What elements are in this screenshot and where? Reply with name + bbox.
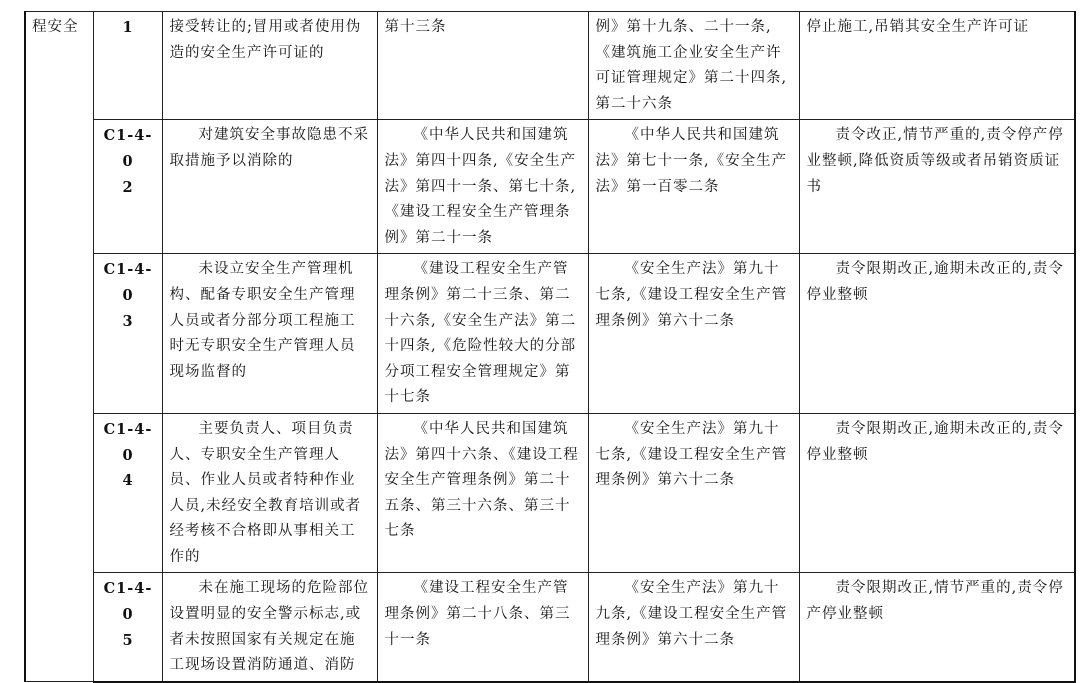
penalty: 责令限期改正,逾期未改正的,责令停业整顿 bbox=[806, 261, 1064, 303]
legal-basis-cell bbox=[377, 413, 588, 573]
item-code-suffix: 3 bbox=[122, 312, 134, 330]
penalty: 责令改正,情节严重的,责令停产停业整顿,降低资质等级或者吊销资质证书 bbox=[806, 127, 1064, 195]
legal-basis: 第十三条 bbox=[384, 19, 447, 35]
legal-basis: 《中华人民共和国建筑法》第四十六条、《建设工程安全生产管理条例》第二十五条、第三十六条、第三十七条 bbox=[384, 420, 579, 540]
penalty: 责令限期改正,情节严重的,责令停产停业整顿 bbox=[806, 580, 1064, 623]
category-cell bbox=[25, 12, 93, 682]
violation-behavior: 未设立安全生产管理机构、配备专职安全生产管理人员或者分部分项工程施工时无专职安全生产管理人员现场监督的 bbox=[169, 261, 356, 380]
item-code: C1-4-0 bbox=[103, 420, 153, 464]
legal-basis-cell bbox=[377, 120, 588, 254]
penalty: 停止施工,吊销其安全生产许可证 bbox=[806, 19, 1030, 35]
table-row bbox=[25, 573, 1075, 682]
violation-behavior-cell bbox=[162, 573, 377, 682]
table-row bbox=[25, 413, 1075, 573]
regulation-table bbox=[24, 11, 1076, 683]
violation-behavior: 主要负责人、项目负责人、专职安全生产管理人员、作业人员或者特种作业人员,未经安全教育培训或者经考核不合格即从事相关工作的 bbox=[169, 420, 362, 565]
penalty: 责令限期改正,逾期未改正的,责令停业整顿 bbox=[806, 420, 1064, 463]
table-row bbox=[25, 12, 1075, 120]
item-code-suffix: 5 bbox=[122, 631, 134, 649]
penalty-cell bbox=[799, 120, 1075, 254]
legal-basis-cell bbox=[377, 12, 588, 120]
penalty-basis: 《安全生产法》第九十九条,《建设工程安全生产管理条例》第六十二条 bbox=[595, 580, 788, 648]
violation-behavior-cell bbox=[162, 413, 377, 573]
penalty-basis: 《安全生产法》第九十七条,《建设工程安全生产管理条例》第六十二条 bbox=[595, 420, 788, 489]
violation-behavior-cell bbox=[162, 254, 377, 414]
violation-behavior-cell bbox=[162, 120, 377, 254]
penalty-cell bbox=[799, 12, 1075, 120]
item-code-suffix: 2 bbox=[122, 178, 134, 196]
item-code-suffix: 4 bbox=[122, 472, 134, 490]
legal-basis-cell bbox=[377, 573, 588, 682]
penalty-cell bbox=[799, 254, 1075, 414]
table-row bbox=[25, 254, 1075, 414]
table-row bbox=[25, 120, 1075, 254]
legal-basis: 《建设工程安全生产管理条例》第二十八条、第三十一条 bbox=[384, 580, 571, 648]
penalty-basis-cell bbox=[588, 12, 799, 120]
penalty-cell bbox=[799, 573, 1075, 682]
item-code-cell bbox=[93, 413, 162, 573]
violation-behavior: 接受转让的;冒用或者使用伪造的安全生产许可证的 bbox=[169, 19, 362, 61]
penalty-basis-cell bbox=[588, 573, 799, 682]
item-code-cell bbox=[93, 120, 162, 254]
penalty-basis: 《安全生产法》第九十七条,《建设工程安全生产管理条例》第六十二条 bbox=[595, 261, 788, 329]
item-code: C1-4-0 bbox=[103, 580, 153, 624]
penalty-basis-cell bbox=[588, 413, 799, 573]
legal-basis: 《中华人民共和国建筑法》第四十四条,《安全生产法》第四十一条、第七十条,《建设工程安全生产管理条例》第二十一条 bbox=[384, 127, 577, 246]
item-code-cell bbox=[93, 254, 162, 414]
penalty-basis-cell bbox=[588, 120, 799, 254]
item-code-cell bbox=[93, 573, 162, 682]
violation-behavior: 对建筑安全事故隐患不采取措施予以消除的 bbox=[169, 127, 369, 169]
legal-basis-cell bbox=[377, 254, 588, 414]
violation-behavior-cell bbox=[162, 12, 377, 120]
penalty-cell bbox=[799, 413, 1075, 573]
item-code: 1 bbox=[122, 19, 134, 36]
penalty-basis-cell bbox=[588, 254, 799, 414]
penalty-basis: 《中华人民共和国建筑法》第七十一条,《安全生产法》第一百零二条 bbox=[595, 127, 788, 195]
item-code-cell bbox=[93, 12, 162, 120]
item-code: C1-4-0 bbox=[103, 261, 153, 304]
legal-basis: 《建设工程安全生产管理条例》第二十三条、第二十六条,《安全生产法》第二十四条,《危险性较大的分部分项工程安全管理规定》第十七条 bbox=[384, 261, 577, 406]
item-code: C1-4-0 bbox=[103, 127, 153, 170]
violation-behavior: 未在施工现场的危险部位设置明显的安全警示标志,或者未按照国家有关规定在施工现场设置消防通道、消防 bbox=[169, 580, 369, 674]
penalty-basis: 例》第十九条、二十一条,《建筑施工企业安全生产许可证管理规定》第二十四条,第二十六条 bbox=[595, 19, 788, 112]
category-label: 程安全 bbox=[32, 19, 79, 35]
